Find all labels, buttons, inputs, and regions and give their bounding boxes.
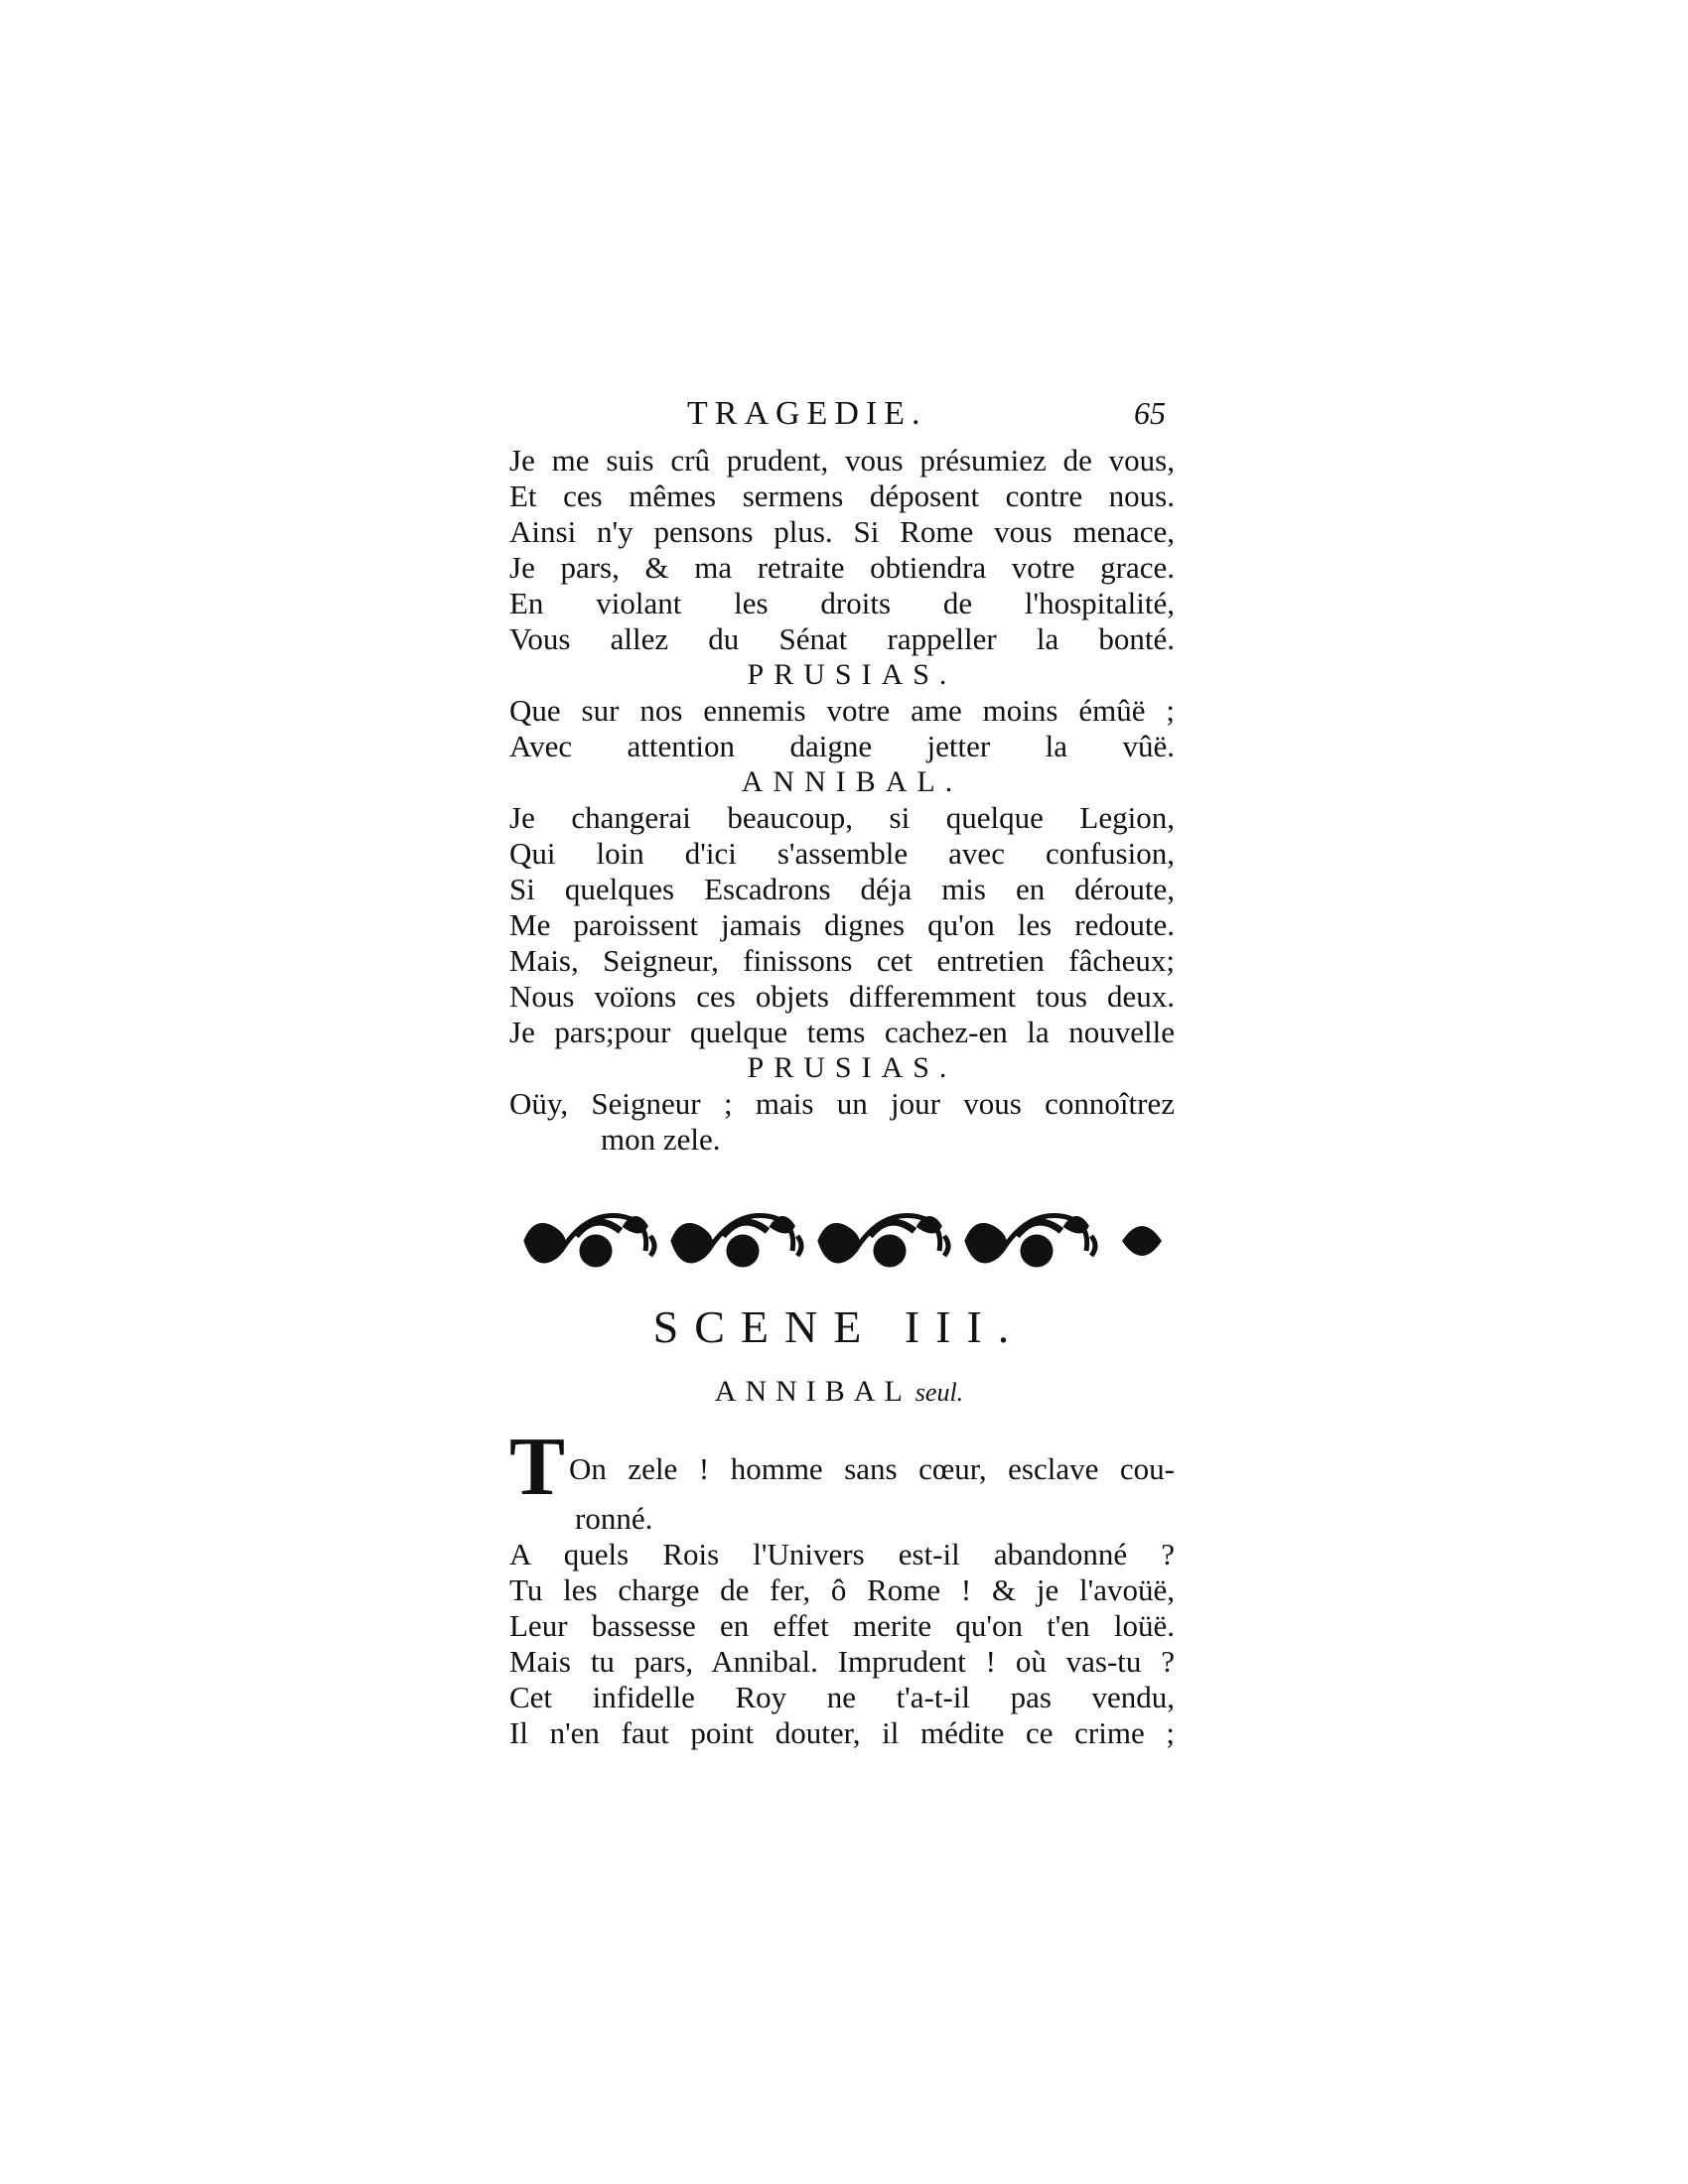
verse-line: Oüy, Seigneur ; mais un jour vous connoîtrez [509, 1086, 1175, 1121]
verse-line: Vous allez du Sénat rappeller la bonté. [509, 621, 1175, 656]
verse-line: Leur bassesse en effet merite qu'on t'en loüë. [509, 1608, 1175, 1643]
verse-line: Et ces mêmes sermens déposent contre nous. [509, 478, 1175, 513]
stage-direction: seul. [914, 1378, 964, 1407]
verse-line: Tu les charge de fer, ô Rome ! & je l'avoüë, [509, 1572, 1175, 1607]
drop-cap: T [509, 1421, 566, 1513]
verse-line: Me paroissent jamais dignes qu'on les redoute. [509, 907, 1175, 942]
page-number: 65 [1134, 395, 1166, 431]
verse-continuation: mon zele. [601, 1122, 721, 1157]
speaker-name: PRUSIAS. [747, 658, 957, 691]
first-verse-line: On zele ! homme sans cœur, esclave cou- [569, 1451, 1175, 1486]
monologue [509, 1421, 1175, 1751]
verse-line: Qui loin d'ici s'assemble avec confusion, [509, 836, 1175, 871]
speaker-name: PRUSIAS. [747, 1051, 957, 1084]
verse-line: Si quelques Escadrons déja mis en déroute, [509, 872, 1175, 906]
verse-line: Ainsi n'y pensons plus. Si Rome vous menace, [509, 514, 1175, 549]
verse-line: Je changerai beaucoup, si quelque Legion, [509, 800, 1175, 835]
verse-continuation: ronné. [575, 1501, 653, 1536]
verse-line: Mais, Seigneur, finissons cet entretien fâcheux; [509, 943, 1175, 978]
verse-line: A quels Rois l'Univers est-il abandonné ? [509, 1537, 1175, 1571]
opening-line [509, 1421, 1175, 1513]
verse-line: En violant les droits de l'hospitalité, [509, 586, 1175, 620]
verse-line: Que sur nos ennemis votre ame moins émûë ; [509, 693, 1175, 728]
dialogue-passage [509, 443, 1175, 1158]
verse-line: Je pars, & ma retraite obtiendra votre grace. [509, 550, 1175, 585]
scene-title: SCENE III. [652, 1301, 1026, 1352]
verse-line: Cet infidelle Roy ne t'a-t-il pas vendu, [509, 1680, 1175, 1714]
verse-line: Mais tu pars, Annibal. Imprudent ! où vas-tu ? [509, 1644, 1175, 1679]
verse-line: Je pars;pour quelque tems cachez-en la nouvelle [509, 1015, 1175, 1049]
running-head [506, 395, 1172, 443]
verse-line: Avec attention daigne jetter la vûë. [509, 729, 1175, 763]
verse-line: Je me suis crû prudent, vous présumiez de vous, [509, 443, 1175, 478]
floral-ornament-band [516, 1196, 1172, 1286]
speaker-name: ANNIBAL. [741, 765, 963, 798]
running-title: TRAGEDIE. [687, 395, 927, 432]
scene-speaker [506, 1375, 1172, 1409]
verse-line: Nous voïons ces objets differemment tous deux. [509, 979, 1175, 1014]
scene-speaker-name: ANNIBAL [714, 1375, 912, 1408]
verse-line: Il n'en faut point douter, il médite ce crime ; [509, 1715, 1175, 1750]
